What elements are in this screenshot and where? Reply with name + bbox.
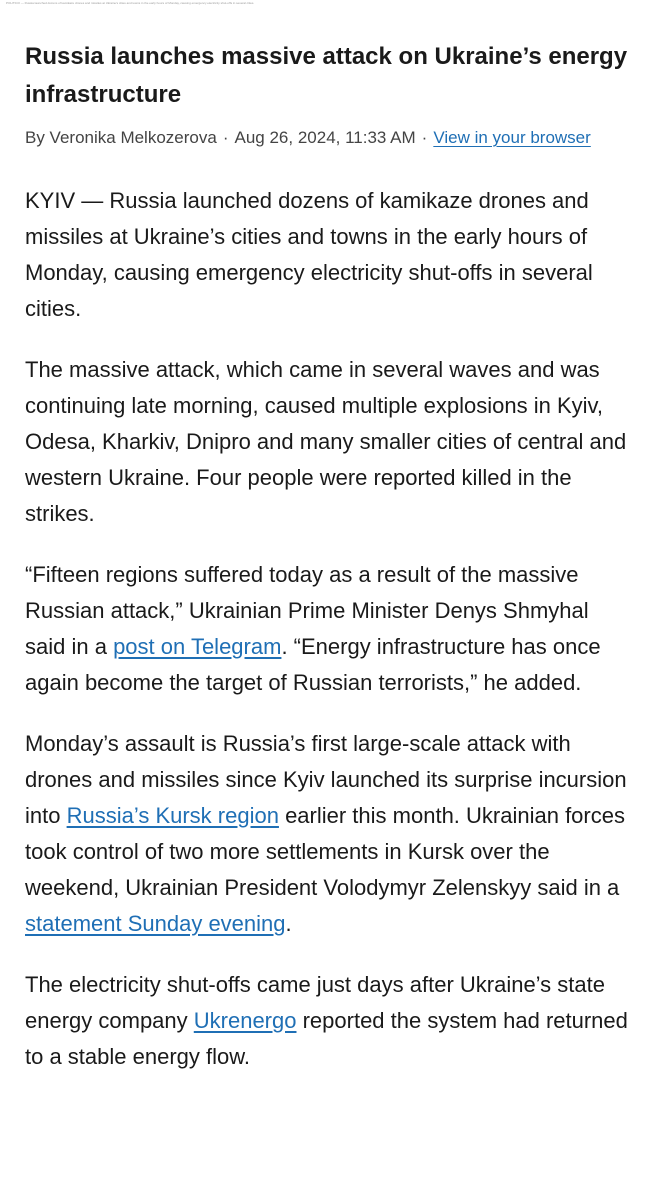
- article: [25, 38, 635, 1100]
- paragraph-text: The massive attack, which came in several waves and was continuing late morning, caused multiple explosions in Kyiv, Odesa, Kharkiv, Dnipro and many smaller cities of central and western Ukraine. Four people were reported killed in the strikes.: [25, 357, 627, 526]
- paragraph-text: KYIV — Russia launched dozens of kamikaze drones and missiles at Ukraine’s cities and towns in the early hours of Monday, causing emergency electricity shut-offs in several cities.: [25, 188, 593, 321]
- paragraph-text: earlier this month. Ukrainian forces took control of two more settlements in Kursk over the weekend, Ukrainian President Volodymyr Zelenskyy said in a: [25, 803, 625, 900]
- paragraph-text: .: [285, 911, 292, 936]
- view-in-browser-link[interactable]: View in your browser: [433, 128, 591, 147]
- byline-separator: ·: [222, 128, 229, 147]
- byline-author: By Veronika Melkozerova: [25, 128, 217, 147]
- paragraph-4: [25, 726, 635, 942]
- paragraph-text: “Fifteen regions suffered today as a result of the massive Russian attack,” Ukrainian Prime Minister Denys Shmyhal said in a: [25, 562, 589, 659]
- zelenskyy-statement-link[interactable]: statement Sunday evening: [25, 911, 286, 936]
- paragraph-5: [25, 967, 635, 1075]
- article-body: [25, 183, 635, 1075]
- paragraph-text: The electricity shut-offs came just days after Ukraine’s state energy company: [25, 972, 605, 1033]
- ukrenergo-link[interactable]: Ukrenergo: [193, 1008, 297, 1033]
- paragraph-2: [25, 352, 635, 532]
- byline-separator: ·: [421, 128, 428, 147]
- byline-date: Aug 26, 2024, 11:33 AM: [234, 128, 416, 147]
- paragraph-3: [25, 557, 635, 701]
- kursk-region-link[interactable]: Russia’s Kursk region: [66, 803, 279, 828]
- byline: [25, 120, 635, 156]
- paragraph-text: Monday’s assault is Russia’s first large-scale attack with drones and missiles since Kyiv launched its surprise incursion into: [25, 731, 627, 828]
- article-headline: Russia launches massive attack on Ukraine’s energy infrastructure: [25, 43, 628, 108]
- paragraph-text: reported the system had returned to a stable energy flow.: [25, 1008, 628, 1069]
- paragraph-1: [25, 183, 635, 327]
- telegram-post-link[interactable]: post on Telegram: [113, 634, 282, 659]
- paragraph-text: . “Energy infrastructure has once again become the target of Russian terrorists,” he added.: [25, 634, 601, 695]
- email-preheader: POLITICO — Russia launched dozens of kamikaze drones and missiles at Ukraine's cities and towns in the early hours of Monday, causing emergency electricity shut-offs in several cities.: [6, 1, 255, 5]
